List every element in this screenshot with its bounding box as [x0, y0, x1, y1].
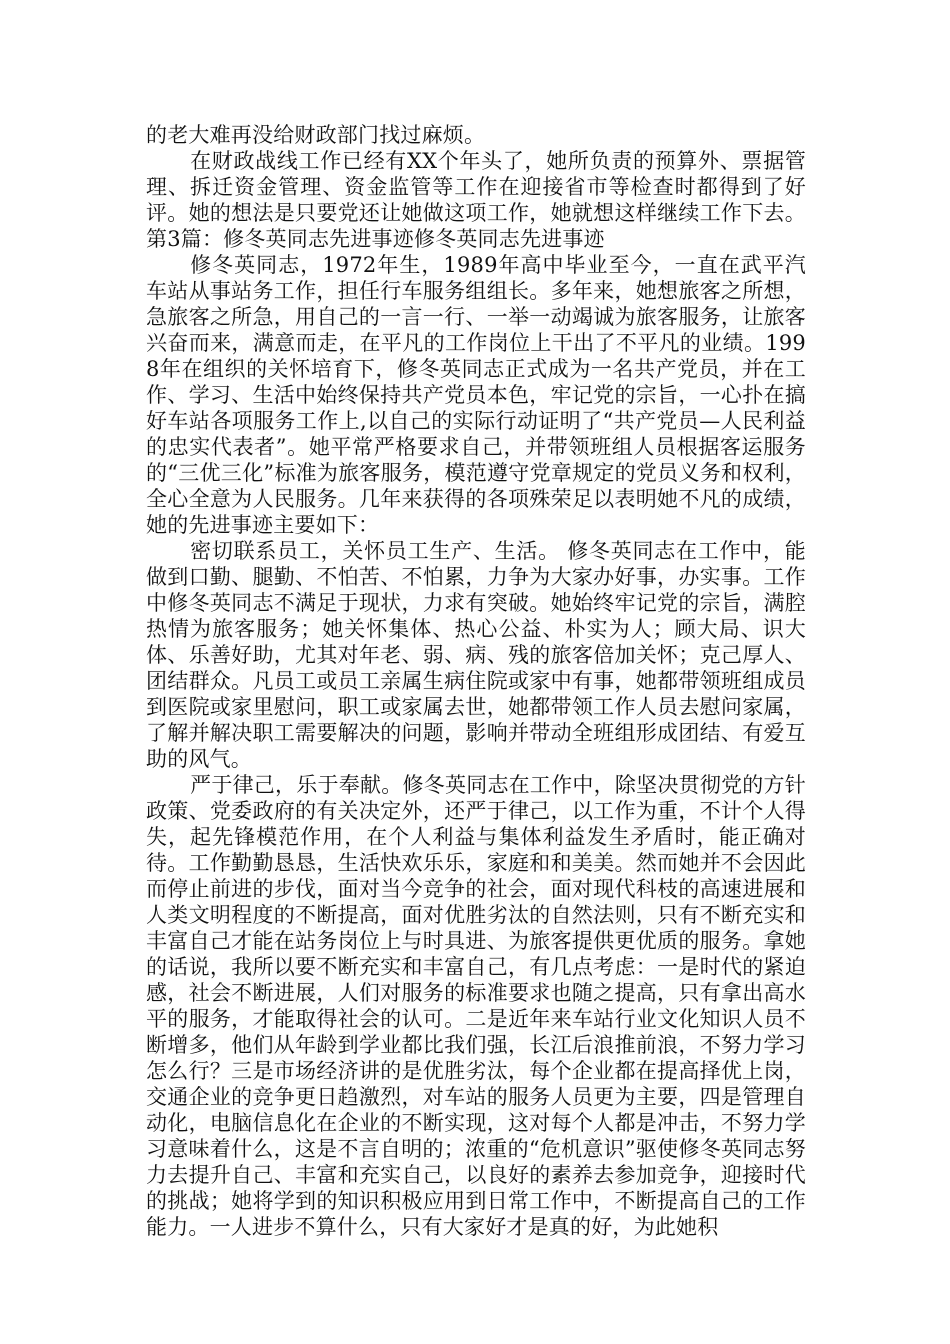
paragraph-self-discipline: 严于律己，乐于奉献。修冬英同志在工作中，除坚决贯彻党的方针政策、党委政府的有关决定外，还严于律己，以工作为重，不计个人得失，起先锋模范作用，在个人利益与集体利益发生矛盾时，能正确对待。工作勤勤恳恳，生活快欢乐乐，家庭和和美美。然而她并不会因此而停止前进的步伐，面对当今竞争的社会，面对现代科枝的高速进展和人类文明程度的不断提高，面对优胜劣汰的自然法则，只有不断充实和丰富自己才能在站务岗位上与时具进、为旅客提供更优质的服务。拿她的话说，我所以要不断充实和丰富自己，有几点考虑：一是时代的紧迫感，社会不断进展，人们对服务的标准要求也随之提高，只有拿出高水平的服务，才能取得社会的认可。二是近年来车站行业文化知识人员不断增多，他们从年龄到学业都比我们强，长江后浪推前浪，不努力学习怎么行？三是市场经济讲的是优胜劣汰，每个企业都在提高择优上岗，交通企业的竞争更日趋激烈，对车站的服务人员更为主要，四是管理自动化，电脑信息化在企业的不断实现，这对每个人都是冲击，不努力学习意味着什么，这是不言自明的；浓重的“危机意识”驱使修冬英同志努力去提升自己、丰富和充实自己，以良好的素养去参加竞争，迎接时代的挑战；她将学到的知识积极应用到日常工作中，不断提高自己的工作能力。一人进步不算什么，只有大家好才是真的好，为此她积	[146, 773, 806, 1239]
paragraph-finance-work: 在财政战线工作已经有XX个年头了，她所负责的预算外、票据管理、拆迁资金管理、资金监管等工作在迎接省市等检查时都得到了好评。她的想法是只要党还让她做这项工作，她就想这样继续工作下去。第3篇：修冬英同志先进事迹修冬英同志先进事迹	[146, 149, 806, 251]
paragraph-care-for-staff: 密切联系员工，关怀员工生产、生活。 修冬英同志在工作中，能做到口勤、腿勤、不怕苦、不怕累，力争为大家办好事，办实事。工作中修冬英同志不满足于现状，力求有突破。她始终牢记党的宗旨，满腔热情为旅客服务；她关怀集体、热心公益、朴实为人；顾大局、识大体、乐善好助，尤其对年老、弱、病、残的旅客倍加关怀；克己厚人、团结群众。凡员工或员工亲属生病住院或家中有事，她都带领班组成员到医院或家里慰问，职工或家属去世，她都带领工作人员去慰问家属，了解并解决职工需要解决的问题，影响并带动全班组形成团结、有爱互助的风气。	[146, 539, 806, 771]
paragraph-continuation: 的老大难再没给财政部门找过麻烦。	[146, 123, 486, 147]
paragraph-introduction: 修冬英同志，1972年生，1989年高中毕业至今，一直在武平汽车站从事站务工作，担任行车服务组组长。多年来，她想旅客之所想，急旅客之所急，用自己的一言一行、一举一动竭诚为旅客服务，让旅客兴奋而来，满意而走，在平凡的工作岗位上干出了不平凡的业绩。1998年在组织的关怀培育下，修冬英同志正式成为一名共产党员，并在工作、学习、生活中始终保持共产党员本色，牢记党的宗旨，一心扑在搞好车站各项服务工作上,以自己的实际行动证明了“共产党员—人民利益的忠实代表者”。她平常严格要求自己，并带领班组人员根据客运服务的“三优三化”标准为旅客服务，模范遵守党章规定的党员义务和权利，全心全意为人民服务。几年来获得的各项殊荣足以表明她不凡的成绩，她的先进事迹主要如下：	[146, 253, 806, 537]
document-body	[146, 122, 806, 1240]
